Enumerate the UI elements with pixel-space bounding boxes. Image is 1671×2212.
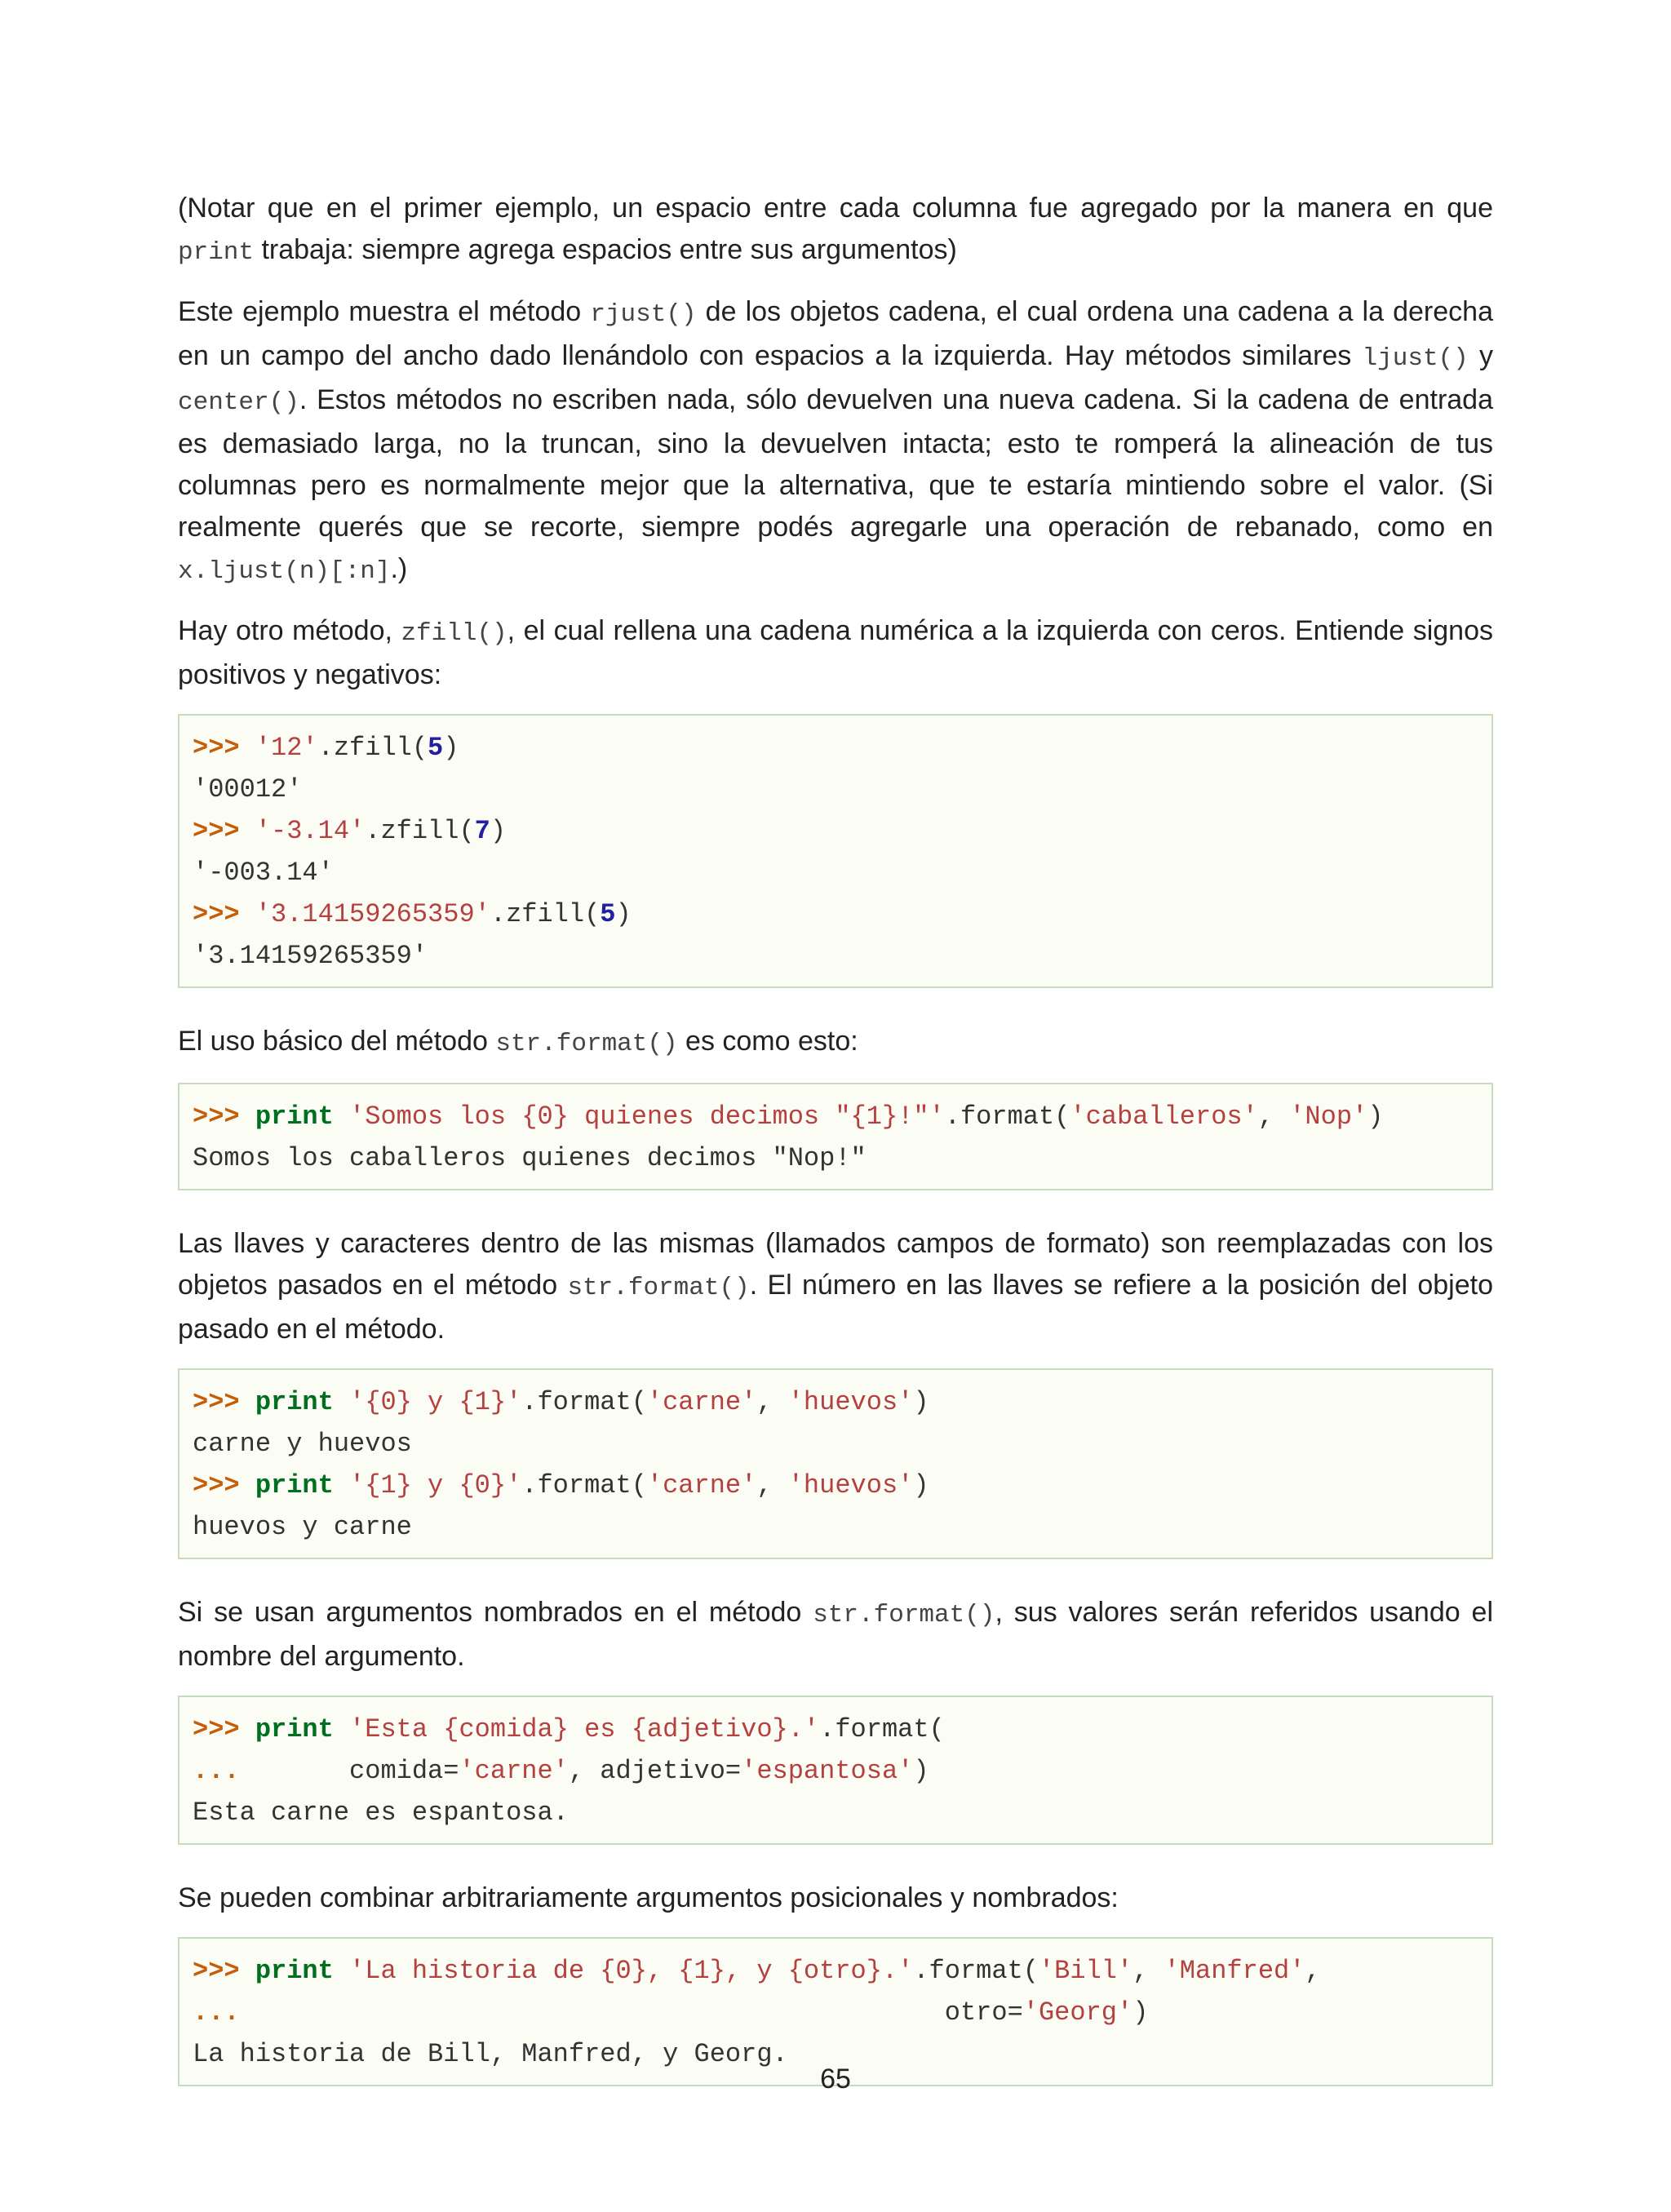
paragraph-rjust [178,291,1493,592]
string-literal: 'La historia de {0}, {1}, y {otro}.' [349,1956,914,1986]
code-text: .format( [819,1714,945,1744]
keyword: print [255,1102,334,1132]
keyword: print [255,1714,334,1744]
code-block-zfill [178,714,1493,988]
text: (Notar que en el primer ejemplo, un espacio entre cada columna fue agregado por la manera en que [178,193,1493,224]
code-output: carne y huevos [193,1429,412,1459]
code-text: ) [1367,1102,1384,1132]
code-output: La historia de Bill, Manfred, y Georg. [193,2039,788,2069]
code-text: ) [615,899,632,929]
inline-code-print: print [178,238,255,267]
text: Hay otro método, [178,615,401,646]
string-literal: 'espantosa' [741,1756,914,1786]
keyword: print [255,1470,334,1501]
text: es como esto: [677,1026,858,1057]
code-text: , [756,1470,788,1501]
code-text: ) [913,1470,929,1501]
string-literal: 'carne' [646,1470,757,1501]
inline-code-str-format: str.format() [813,1601,995,1629]
text: El uso básico del método [178,1026,496,1057]
code-text: otro= [239,1997,1023,2028]
string-literal: '{0} y {1}' [349,1387,522,1417]
page-content [178,188,1493,2119]
code-text: .format( [521,1387,647,1417]
string-literal: 'huevos' [787,1470,914,1501]
text: Si se usan argumentos nombrados en el método [178,1597,813,1628]
text: Este ejemplo muestra el método [178,296,591,327]
string-literal: 'Somos los {0} quienes decimos "{1}!"' [349,1102,945,1132]
code-text: ) [490,816,507,846]
code-block-format-named [178,1696,1493,1845]
prompt: >>> [193,733,240,763]
code-text: .format( [944,1102,1070,1132]
code-line [193,1381,1478,1423]
text: trabaja: siempre agrega espacios entre sus argumentos) [254,234,957,265]
code-block-format-basic [178,1083,1493,1190]
string-literal: 'Nop' [1289,1102,1368,1132]
inline-code-slice: x.ljust(n)[:n] [178,557,391,586]
code-text: , [1305,1956,1321,1986]
number-literal: 7 [474,816,490,846]
string-literal: 'huevos' [787,1387,914,1417]
code-output: '-003.14' [193,858,334,888]
code-block-format-positional [178,1368,1493,1559]
code-line [193,1950,1478,1992]
text: , sus valores serán referidos usando el nombre del argumento. [178,1597,1493,1672]
paragraph-format-named [178,1592,1493,1678]
string-literal: 'Esta {comida} es {adjetivo}.' [349,1714,820,1744]
continuation-prompt: ... [193,1756,240,1786]
prompt: >>> [193,1470,240,1501]
code-text: ) [1132,1997,1149,2028]
string-literal: '{1} y {0}' [349,1470,522,1501]
prompt: >>> [193,1714,240,1744]
inline-code-str-format: str.format() [567,1274,750,1302]
code-output: '3.14159265359' [193,941,428,971]
code-text: .format( [521,1470,647,1501]
code-text: .format( [913,1956,1039,1986]
code-output: Somos los caballeros quienes decimos "Nop!" [193,1143,867,1173]
code-text: , [1257,1102,1290,1132]
code-text: .zfill( [365,816,475,846]
code-line [193,893,1478,935]
code-text: comida= [239,1756,459,1786]
code-text: ) [913,1387,929,1417]
code-text: , [756,1387,788,1417]
code-line [193,1709,1478,1750]
text: . El número en las llaves se refiere a la posición del objeto pasado en el método. [178,1270,1493,1345]
code-output: huevos y carne [193,1512,412,1542]
text: .) [390,553,408,584]
code-line [193,1465,1478,1506]
text: Se pueden combinar arbitrariamente argumentos posicionales y nombrados: [178,1882,1119,1913]
string-literal: '3.14159265359' [255,899,490,929]
text: , el cual rellena una cadena numérica a la izquierda con ceros. Entiende signos positivos y negativos: [178,615,1493,690]
text: Las llaves y caracteres dentro de las mismas (llamados campos de formato) son reemplazadas con los objetos pasados en el método [178,1228,1493,1301]
paragraph-format-mixed [178,1877,1493,1919]
code-text: ) [913,1756,929,1786]
inline-code-str-format: str.format() [495,1030,678,1058]
code-text: .zfill( [317,733,428,763]
continuation-prompt: ... [193,1997,240,2028]
prompt: >>> [193,816,240,846]
paragraph-format-basic [178,1021,1493,1065]
prompt: >>> [193,899,240,929]
inline-code-rjust: rjust() [590,300,697,329]
page-number: 65 [820,2063,851,2095]
string-literal: '-3.14' [255,816,366,846]
code-text: , adjetivo= [568,1756,742,1786]
string-literal: 'Bill' [1038,1956,1133,1986]
code-line [193,1750,1478,1792]
text: . Estos métodos no escriben nada, sólo devuelven una nueva cadena. Si la cadena de entrada es demasiado larga, no la truncan, sino la devuelven intacta; esto te romperá la alineación de tus columnas pero es normalmente mejor que la alternativa, que te estaría mintiendo sobre el valor. (Si realmente querés que se recorte, siempre podés agregarle una operación de rebanado, como en [178,384,1493,543]
code-output: '00012' [193,774,303,805]
keyword: print [255,1956,334,1986]
paragraph-print-note [178,188,1493,273]
text: y [1468,340,1493,371]
code-line [193,1096,1478,1137]
prompt: >>> [193,1387,240,1417]
paragraph-zfill [178,610,1493,696]
string-literal: 'Georg' [1022,1997,1133,2028]
code-text: ) [443,733,459,763]
number-literal: 5 [600,899,616,929]
code-line [193,1992,1478,2033]
keyword: print [255,1387,334,1417]
code-line [193,810,1478,852]
string-literal: 'carne' [459,1756,569,1786]
code-text: .zfill( [490,899,601,929]
prompt: >>> [193,1102,240,1132]
string-literal: 'Manfred' [1163,1956,1305,1986]
text: de los objetos cadena, el cual ordena una cadena a la derecha en un campo del ancho dado llenándolo con espacios a la izquierda. Hay métodos similares [178,296,1493,371]
paragraph-format-fields [178,1223,1493,1350]
string-literal: 'caballeros' [1070,1102,1258,1132]
number-literal: 5 [428,733,444,763]
inline-code-center: center() [178,388,299,417]
code-line [193,727,1478,769]
code-output: Esta carne es espantosa. [193,1798,569,1828]
string-literal: '12' [255,733,318,763]
code-text: , [1132,1956,1164,1986]
prompt: >>> [193,1956,240,1986]
string-literal: 'carne' [646,1387,757,1417]
inline-code-ljust: ljust() [1362,344,1469,373]
inline-code-zfill: zfill() [401,619,508,648]
